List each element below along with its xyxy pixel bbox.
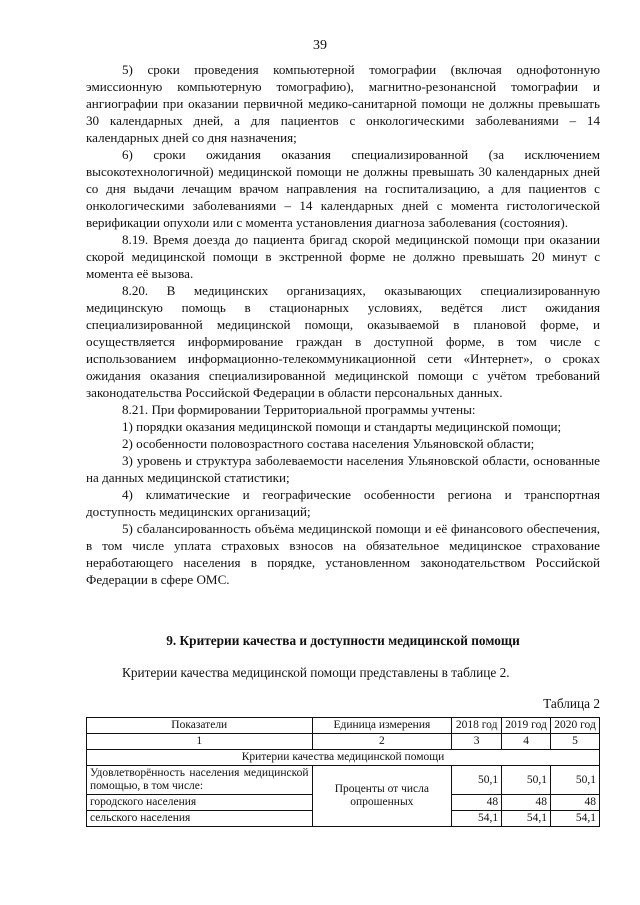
list-item-5: 5) сбалансированность объёма медицинской помощи и её финансового обеспечения, в том числе уплата страховых взносов на обязательное медицинское страхование неработающего населения в порядке, установленном законодательством Российской Федерации в сфере ОМС.: [86, 521, 600, 587]
header-unit: Единица измерения: [312, 718, 452, 734]
paragraph-8-20: 8.20. В медицинских организациях, оказывающих специализированную медицинскую помощь в стационарных условиях, ведётся лист ожидания специализированной медицинской помощи, оказываемой в плановой форме, и осуществляется информирование граждан в доступной форме, в том числе с использованием информационно-телекоммуникационной сети «Интернет», о сроках ожидания оказания специализированной медицинской помощи с учётом требований законодательства Российской Федерации в области персональных данных.: [86, 283, 600, 400]
list-item-2: 2) особенности половозрастного состава населения Ульяновской области;: [122, 436, 535, 451]
value-2020: 54,1: [551, 811, 600, 827]
unit-cell: Проценты от числа опрошенных: [312, 766, 452, 827]
paragraph-8-19: 8.19. Время доезда до пациента бригад скорой медицинской помощи при оказании скорой медицинской помощи в экстренной форме не должно превышать 20 минут с момента её вызова.: [86, 232, 600, 281]
value-2018: 48: [452, 795, 502, 811]
value-2019: 54,1: [502, 811, 551, 827]
column-number: 3: [452, 734, 502, 750]
header-2020: 2020 год: [551, 718, 600, 734]
group-row: [87, 750, 600, 766]
column-number: 4: [502, 734, 551, 750]
table-row: [87, 766, 600, 795]
section-heading: 9. Критерии качества и доступности медицинской помощи: [166, 633, 520, 648]
list-item-1: 1) порядки оказания медицинской помощи и стандарты медицинской помощи;: [122, 419, 562, 434]
paragraph-specialized-care-timing: 6) сроки ожидания оказания специализированной (за исключением высокотехнологичной) медицинской помощи не должны превышать 30 календарных дней со дня выдачи лечащим врачом направления на госпитализацию, а для пациентов с онкологическими заболеваниями – 14 календарных дней с момента гистологической верификации опухоли или с момента установления диагноза заболевания (состояния).: [86, 147, 600, 230]
page-number: 39: [313, 38, 327, 53]
header-2018: 2018 год: [452, 718, 502, 734]
column-number: 1: [87, 734, 313, 750]
criteria-table: [86, 717, 600, 827]
column-number: 2: [312, 734, 452, 750]
paragraph-8-21: 8.21. При формировании Территориальной программы учтены:: [122, 402, 476, 417]
list-item-3: 3) уровень и структура заболеваемости населения Ульяновской области, основанные на данных медицинской статистики;: [86, 453, 600, 485]
header-2019: 2019 год: [502, 718, 551, 734]
intro-text: Критерии качества медицинской помощи представлены в таблице 2.: [122, 665, 510, 680]
value-2019: 50,1: [502, 766, 551, 795]
value-2020: 48: [551, 795, 600, 811]
value-2018: 50,1: [452, 766, 502, 795]
row-label: Удовлетворённость населения медицинской помощью, в том числе:: [87, 766, 313, 795]
row-label: сельского населения: [87, 811, 313, 827]
group-title: Критерии качества медицинской помощи: [87, 750, 600, 766]
value-2019: 48: [502, 795, 551, 811]
column-number: 5: [551, 734, 600, 750]
value-2018: 54,1: [452, 811, 502, 827]
table-caption: Таблица 2: [543, 696, 600, 711]
value-2020: 50,1: [551, 766, 600, 795]
table-header-row: [87, 718, 600, 734]
paragraph-ct-timing: 5) сроки проведения компьютерной томографии (включая однофотонную эмиссионную компьютерную томографию), магнитно-резонансной томографии и ангиографии при оказании первичной медико-санитарной помощи не должны превышать 30 календарных дней, а для пациентов с онкологическими заболеваниями – 14 календарных дней со дня назначения;: [86, 62, 600, 145]
list-item-4: 4) климатические и географические особенности региона и транспортная доступность медицинских организаций;: [86, 487, 600, 519]
body-text: [86, 61, 600, 588]
row-label: городского населения: [87, 795, 313, 811]
header-indicator: Показатели: [87, 718, 313, 734]
column-number-row: [87, 734, 600, 750]
